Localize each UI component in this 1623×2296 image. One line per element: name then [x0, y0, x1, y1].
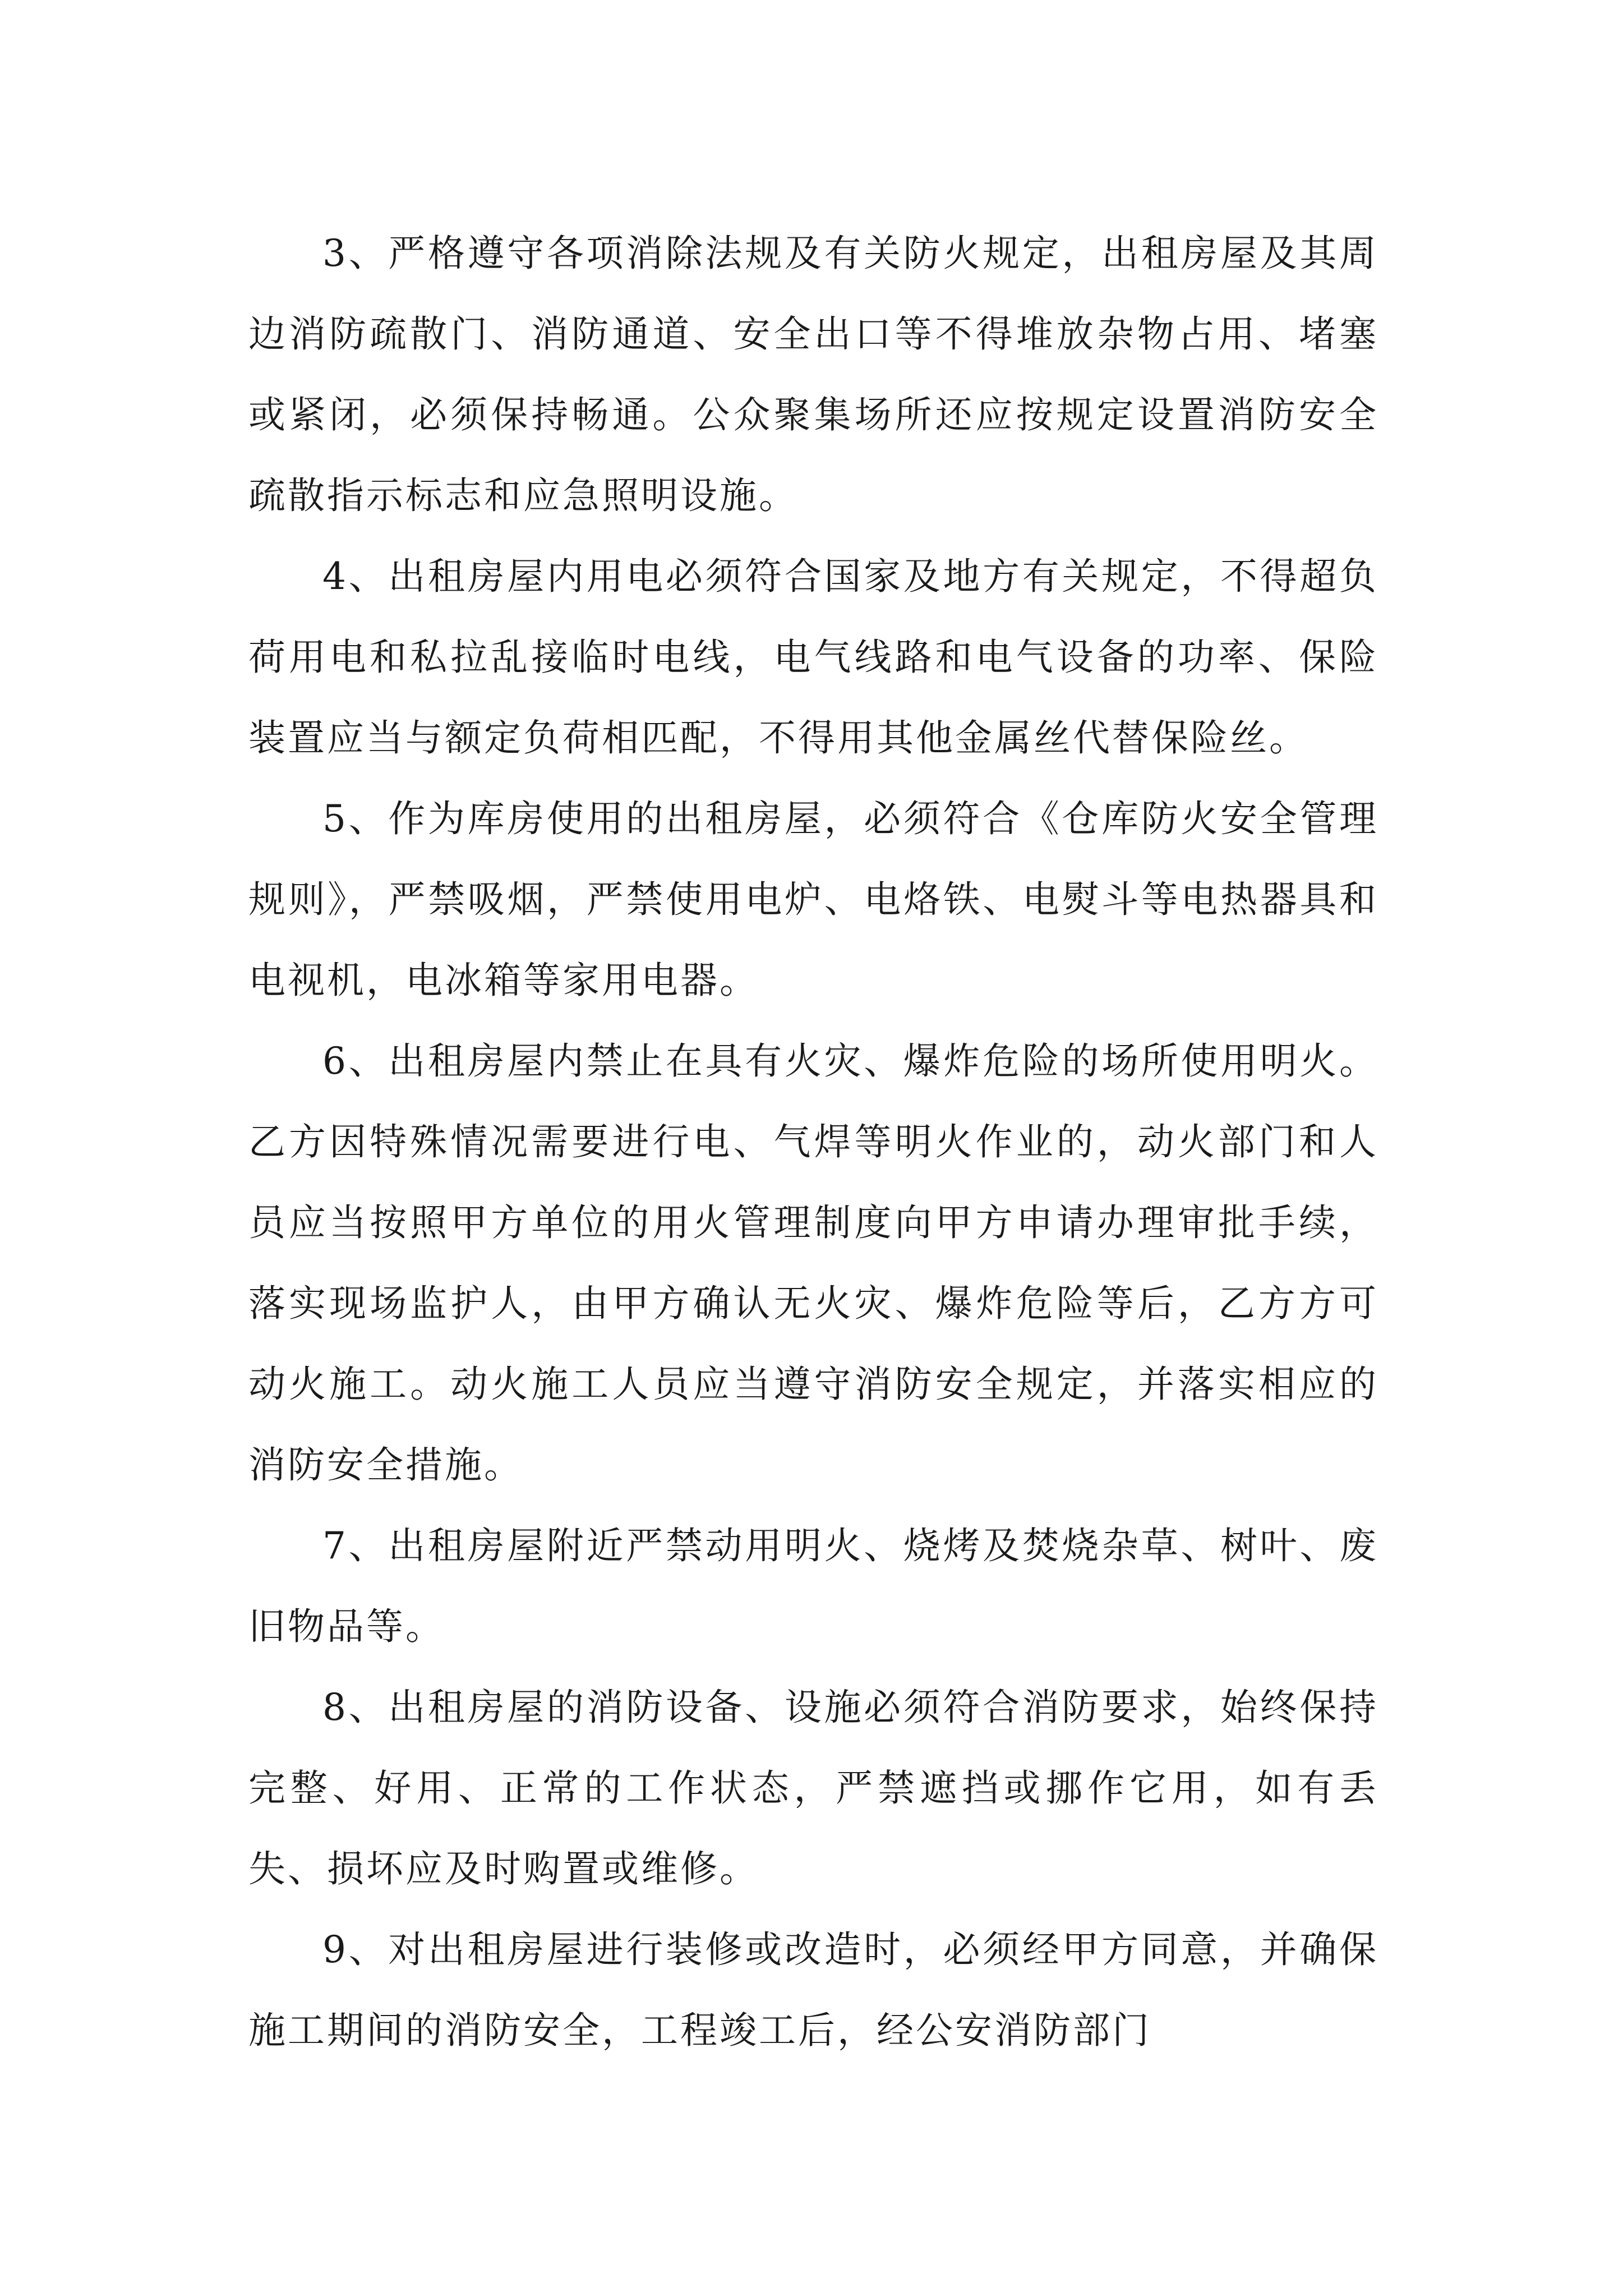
- paragraph-item-3: 3、严格遵守各项消除法规及有关防火规定，出租房屋及其周边消防疏散门、消防通道、安全出口等不得堆放杂物占用、堵塞或紧闭，必须保持畅通。公众聚集场所还应按规定设置消防安全疏散指示标志和应急照明设施。: [248, 232, 1378, 517]
- paragraph-item-7: 7、出租房屋附近严禁动用明火、烧烤及焚烧杂草、树叶、废旧物品等。: [248, 1524, 1378, 1648]
- paragraph-item-6: 6、出租房屋内禁止在具有火灾、爆炸危险的场所使用明火。乙方因特殊情况需要进行电、气焊等明火作业的，动火部门和人员应当按照甲方单位的用火管理制度向甲方申请办理审批手续，落实现场监护人，由甲方确认无火灾、爆炸危险等后，乙方方可动火施工。动火施工人员应当遵守消防安全规定，并落实相应的消防安全措施。: [248, 1039, 1378, 1487]
- paragraph-item-5: 5、作为库房使用的出租房屋，必须符合《仓库防火安全管理规则》，严禁吸烟，严禁使用电炉、电烙铁、电熨斗等电热器具和电视机，电冰箱等家用电器。: [248, 797, 1378, 1002]
- paragraph-item-4: 4、出租房屋内用电必须符合国家及地方有关规定，不得超负荷用电和私拉乱接临时电线，电气线路和电气设备的功率、保险装置应当与额定负荷相匹配，不得用其他金属丝代替保险丝。: [248, 555, 1378, 760]
- document-body: [248, 213, 1378, 2071]
- paragraph-item-9: 9、对出租房屋进行装修或改造时，必须经甲方同意，并确保施工期间的消防安全，工程竣工后，经公安消防部门: [248, 1928, 1378, 2052]
- paragraph-item-8: 8、出租房屋的消防设备、设施必须符合消防要求，始终保持完整、好用、正常的工作状态，严禁遮挡或挪作它用，如有丢失、损坏应及时购置或维修。: [248, 1686, 1378, 1890]
